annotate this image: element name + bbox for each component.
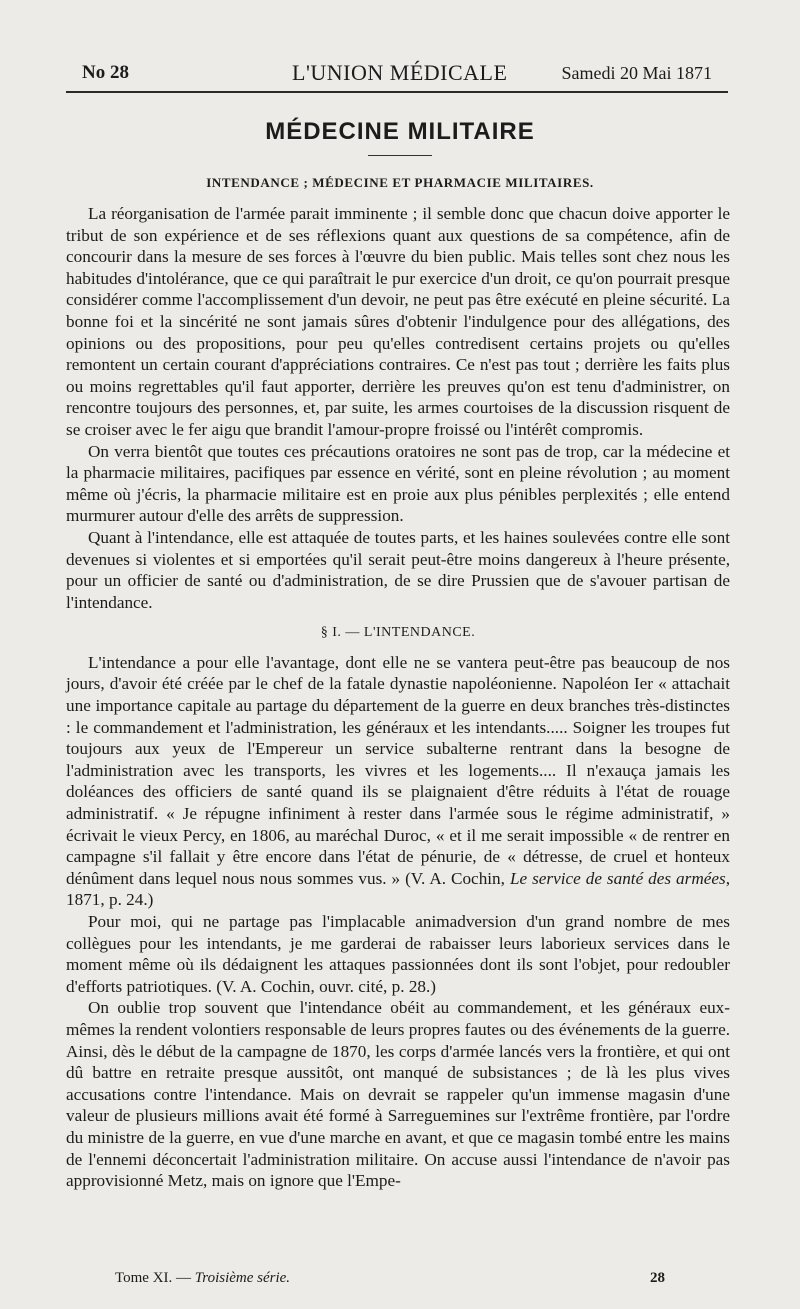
issue-number: No 28 <box>82 62 129 83</box>
paragraph: Quant à l'intendance, elle est attaquée de toutes parts, et les haines soulevées contre elle sont devenues si violentes et si emportées qu'il serait peut-être moins dangereux à l'heure présente, pour un officier de santé ou d'administration, de se dire Prussien que de s'avouer partisan de l'intendance. <box>66 527 730 612</box>
paragraph: Pour moi, qui ne partage pas l'implacable animadversion d'un grand nombre de mes collègues pour les intendants, je me garderai de rabaisser leurs laborieux services dans le moment même où ils dédaignent les attaques passionnées dont ils sont l'objet, pour redoubler d'efforts patriotiques. (V. A. Cochin, ouvr. cité, p. 28.) <box>66 912 730 996</box>
series-label: Troisième série. <box>194 1270 291 1286</box>
footer-volume <box>115 1270 290 1287</box>
section-heading: § I. — L'INTENDANCE. <box>320 625 476 641</box>
journal-title: L'UNION MÉDICALE <box>292 60 508 85</box>
issue-date: Samedi 20 Mai 1871 <box>561 63 712 83</box>
paragraph: La réorganisation de l'armée parait imminente ; il semble donc que chacun doive apporter le tribut de son expérience et de ses réflexions quant aux questions de sa compétence, afin de concourir dans la mesure de ses forces à l'œuvre du bien public. Mais telles sont chez nous les habitudes d'intolérance, que ce qui paraîtrait le pur exercice d'un droit, ce qu'on pourrait presque considérer comme l'accomplissement d'un devoir, ne peut pas être exécuté en pleine sécurité. La bonne foi et la sincérité ne sont jamais sûres d'obtenir l'indulgence pour des allégations, des opinions ou des propositions, pour peu qu'elles contredisent certains projets ou qu'elles remontent un certain courant d'appréciations contraires. Ce n'est pas tout ; derrière les faits plus ou moins regrettables qu'il faut apporter, derrière les preuves qu'on est tenu d'administrer, on rencontre toujours des personnes, et, par suite, les armes courtoises de la discussion risquent de se croiser avec le fer aigu que brandit l'amour-propre froissé ou l'intérêt compromis. <box>66 204 730 439</box>
article-subtitle: INTENDANCE ; MÉDECINE ET PHARMACIE MILITAIRES. <box>206 175 594 190</box>
running-head <box>82 60 712 88</box>
paragraph: On verra bientôt que toutes ces précautions oratoires ne sont pas de trop, car la médecine et la pharmacie militaires, pacifiques par essence en vérité, sont en pleine révolution ; au moment même où j'écris, la pharmacie militaire est en proie aux plus pénibles perplexités ; elle entend murmurer autour d'elle des arrêts de suppression. <box>66 441 730 526</box>
article-body <box>66 203 730 1192</box>
citation-tail: , 1871, p. 24.) <box>66 868 730 910</box>
citation-title: Le service de santé des armées <box>509 868 726 888</box>
volume-label: Tome XI. — <box>115 1270 195 1286</box>
paragraph: On oublie trop souvent que l'intendance obéit au commandement, et les généraux eux-mêmes la rendent volontiers responsable de leurs propres fautes ou des événements de la guerre. Ainsi, dès le début de la campagne de 1870, les corps d'armée lancés vers la frontière, et qui ont dû battre en retraite presque aussitôt, ont manqué de subsistances ; de là les plus vives accusations contre l'intendance. Mais on devrait se rappeler qu'un immense magasin d'une valeur de plusieurs millions avait été formé à Sarreguemines sur l'extrême frontière, par l'ordre du ministre de la guerre, en vue d'une marche en avant, et que ce magasin tombé entre les mains de l'ennemi déconcertait l'administration militaire. On accuse aussi l'intendance de n'avoir pas approvisionné Metz, mais on ignore que l'Empe- <box>66 998 730 1191</box>
title-rule <box>368 155 432 156</box>
article-title: MÉDECINE MILITAIRE <box>265 118 535 145</box>
paragraph-text: L'intendance a pour elle l'avantage, dont elle ne se vantera peut-être pas beaucoup de nos jours, d'avoir été créée par le chef de la fatale dynastie napoléonienne. Napoléon Ier « attachait une importance capitale au partage du département de la guerre en deux branches très-distinctes : le commandement et l'administration, les généraux et les intendants..... Soigner les troupes fut toujours aux yeux de l'Empereur un service subalterne rentrant dans la besogne de l'administration avec les transports, les vivres et les logements.... Il n'exauça jamais les doléances des officiers de santé quand ils se plaignaient d'être réduits à l'état de rouage administratif. « Je répugne infiniment à rester dans l'armée sous le régime administratif, » écrivait le vieux Percy, en 1806, au maréchal Duroc, « et il me serait impossible « de rentrer en campagne s'il fallait y être encore dans l'état de pénurie, de « détresse, de cruel et honteux dénûment dans lequel nous nous sommes vus. » (V. A. Cochin, <box>66 652 730 888</box>
page-number: 28 <box>650 1270 665 1286</box>
header-rule <box>66 91 728 93</box>
paragraph-with-citation <box>66 652 730 911</box>
